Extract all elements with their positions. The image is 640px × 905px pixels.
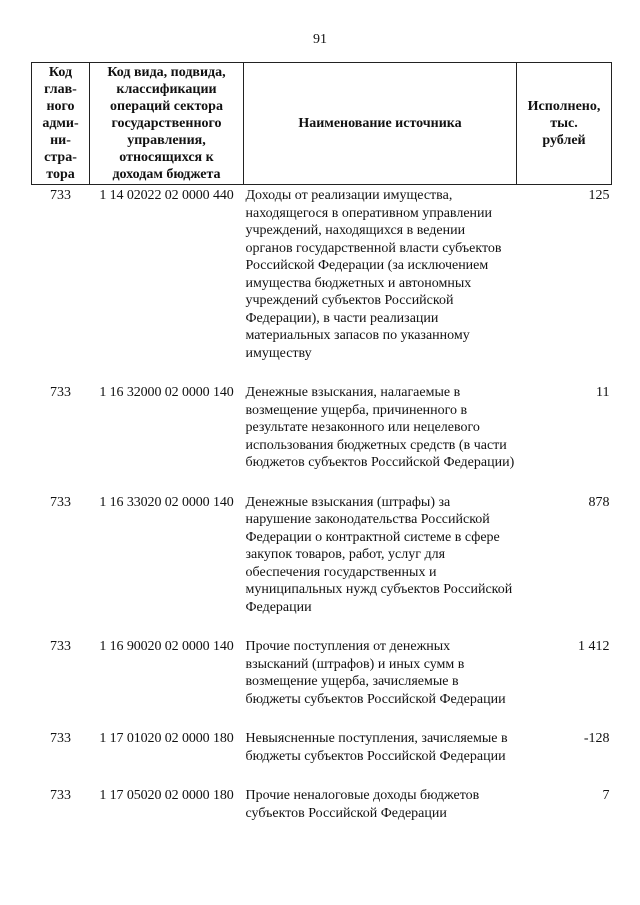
table-row [32, 730, 612, 787]
amount-cell: 11 [596, 385, 610, 400]
source-name-cell: Прочие поступления от денежных взысканий (штрафов) и иных сумм в возмещение ущерба, зачисляемые в бюджеты субъектов Российской Федерации [245, 639, 506, 707]
classification-code-cell: 1 16 90020 02 0000 140 [99, 639, 234, 654]
page-number: 91 [313, 32, 327, 47]
admin-code-cell: 733 [50, 788, 71, 803]
classification-code-cell: 1 14 02022 02 0000 440 [99, 188, 234, 203]
amount-cell: -128 [583, 731, 610, 746]
amount-cell: 7 [602, 788, 610, 803]
source-name-cell: Денежные взыскания (штрафы) за нарушение законодательства Российской Федерации о контрактной системе в сфере закупок товаров, работ, услуг для обеспечения государственных и муниципальных нужд субъектов Российской Федерации [245, 494, 513, 615]
amount-cell: 1 412 [578, 639, 610, 654]
table-row [32, 384, 612, 494]
header-admin-code: Код глав- ного адми- ни- стра- тора [32, 63, 90, 185]
source-name-cell: Прочие неналоговые доходы бюджетов субъектов Российской Федерации [245, 788, 480, 821]
admin-code-cell: 733 [50, 494, 71, 510]
source-name-cell: Невыясненные поступления, зачисляемые в бюджеты субъектов Российской Федерации [245, 731, 508, 764]
classification-code-cell: 1 16 32000 02 0000 140 [99, 385, 234, 400]
admin-code-cell: 733 [50, 188, 71, 203]
source-name-cell: Денежные взыскания, налагаемые в возмещение ущерба, причиненного в результате незаконного или нецелевого использования бюджетных средств (в части бюджетов субъектов Российской Федерации) [245, 385, 515, 470]
classification-code-cell: 1 17 05020 02 0000 180 [99, 788, 234, 803]
admin-code-cell: 733 [50, 385, 71, 400]
header-type-code: Код вида, подвида, классификации операций сектора государственного управления, относящихся к доходам бюджета [90, 63, 244, 185]
table-row [32, 185, 612, 385]
table-row [32, 638, 612, 730]
table-row [32, 494, 612, 639]
source-name-cell: Доходы от реализации имущества, находящегося в оперативном управлении учреждений, находящихся в ведении органов государственной власти субъектов Российской Федерации (за исключением имущества бюджетных и автономных учреждений субъектов Российской Федерации), в части реализации материальных запасов по указанному имуществу [245, 188, 502, 361]
header-source-name: Наименование источника [244, 63, 517, 185]
classification-code-cell: 1 17 01020 02 0000 180 [99, 731, 234, 746]
admin-code-cell: 733 [50, 639, 71, 654]
amount-cell: 125 [588, 188, 610, 203]
header-amount: Исполнено, тыс. рублей [517, 63, 612, 185]
amount-cell: 878 [588, 494, 610, 510]
table-row [32, 787, 612, 826]
admin-code-cell: 733 [50, 731, 71, 746]
classification-code-cell: 1 16 33020 02 0000 140 [99, 494, 234, 510]
revenue-sources-table [31, 62, 612, 826]
table-header-row [32, 63, 612, 185]
